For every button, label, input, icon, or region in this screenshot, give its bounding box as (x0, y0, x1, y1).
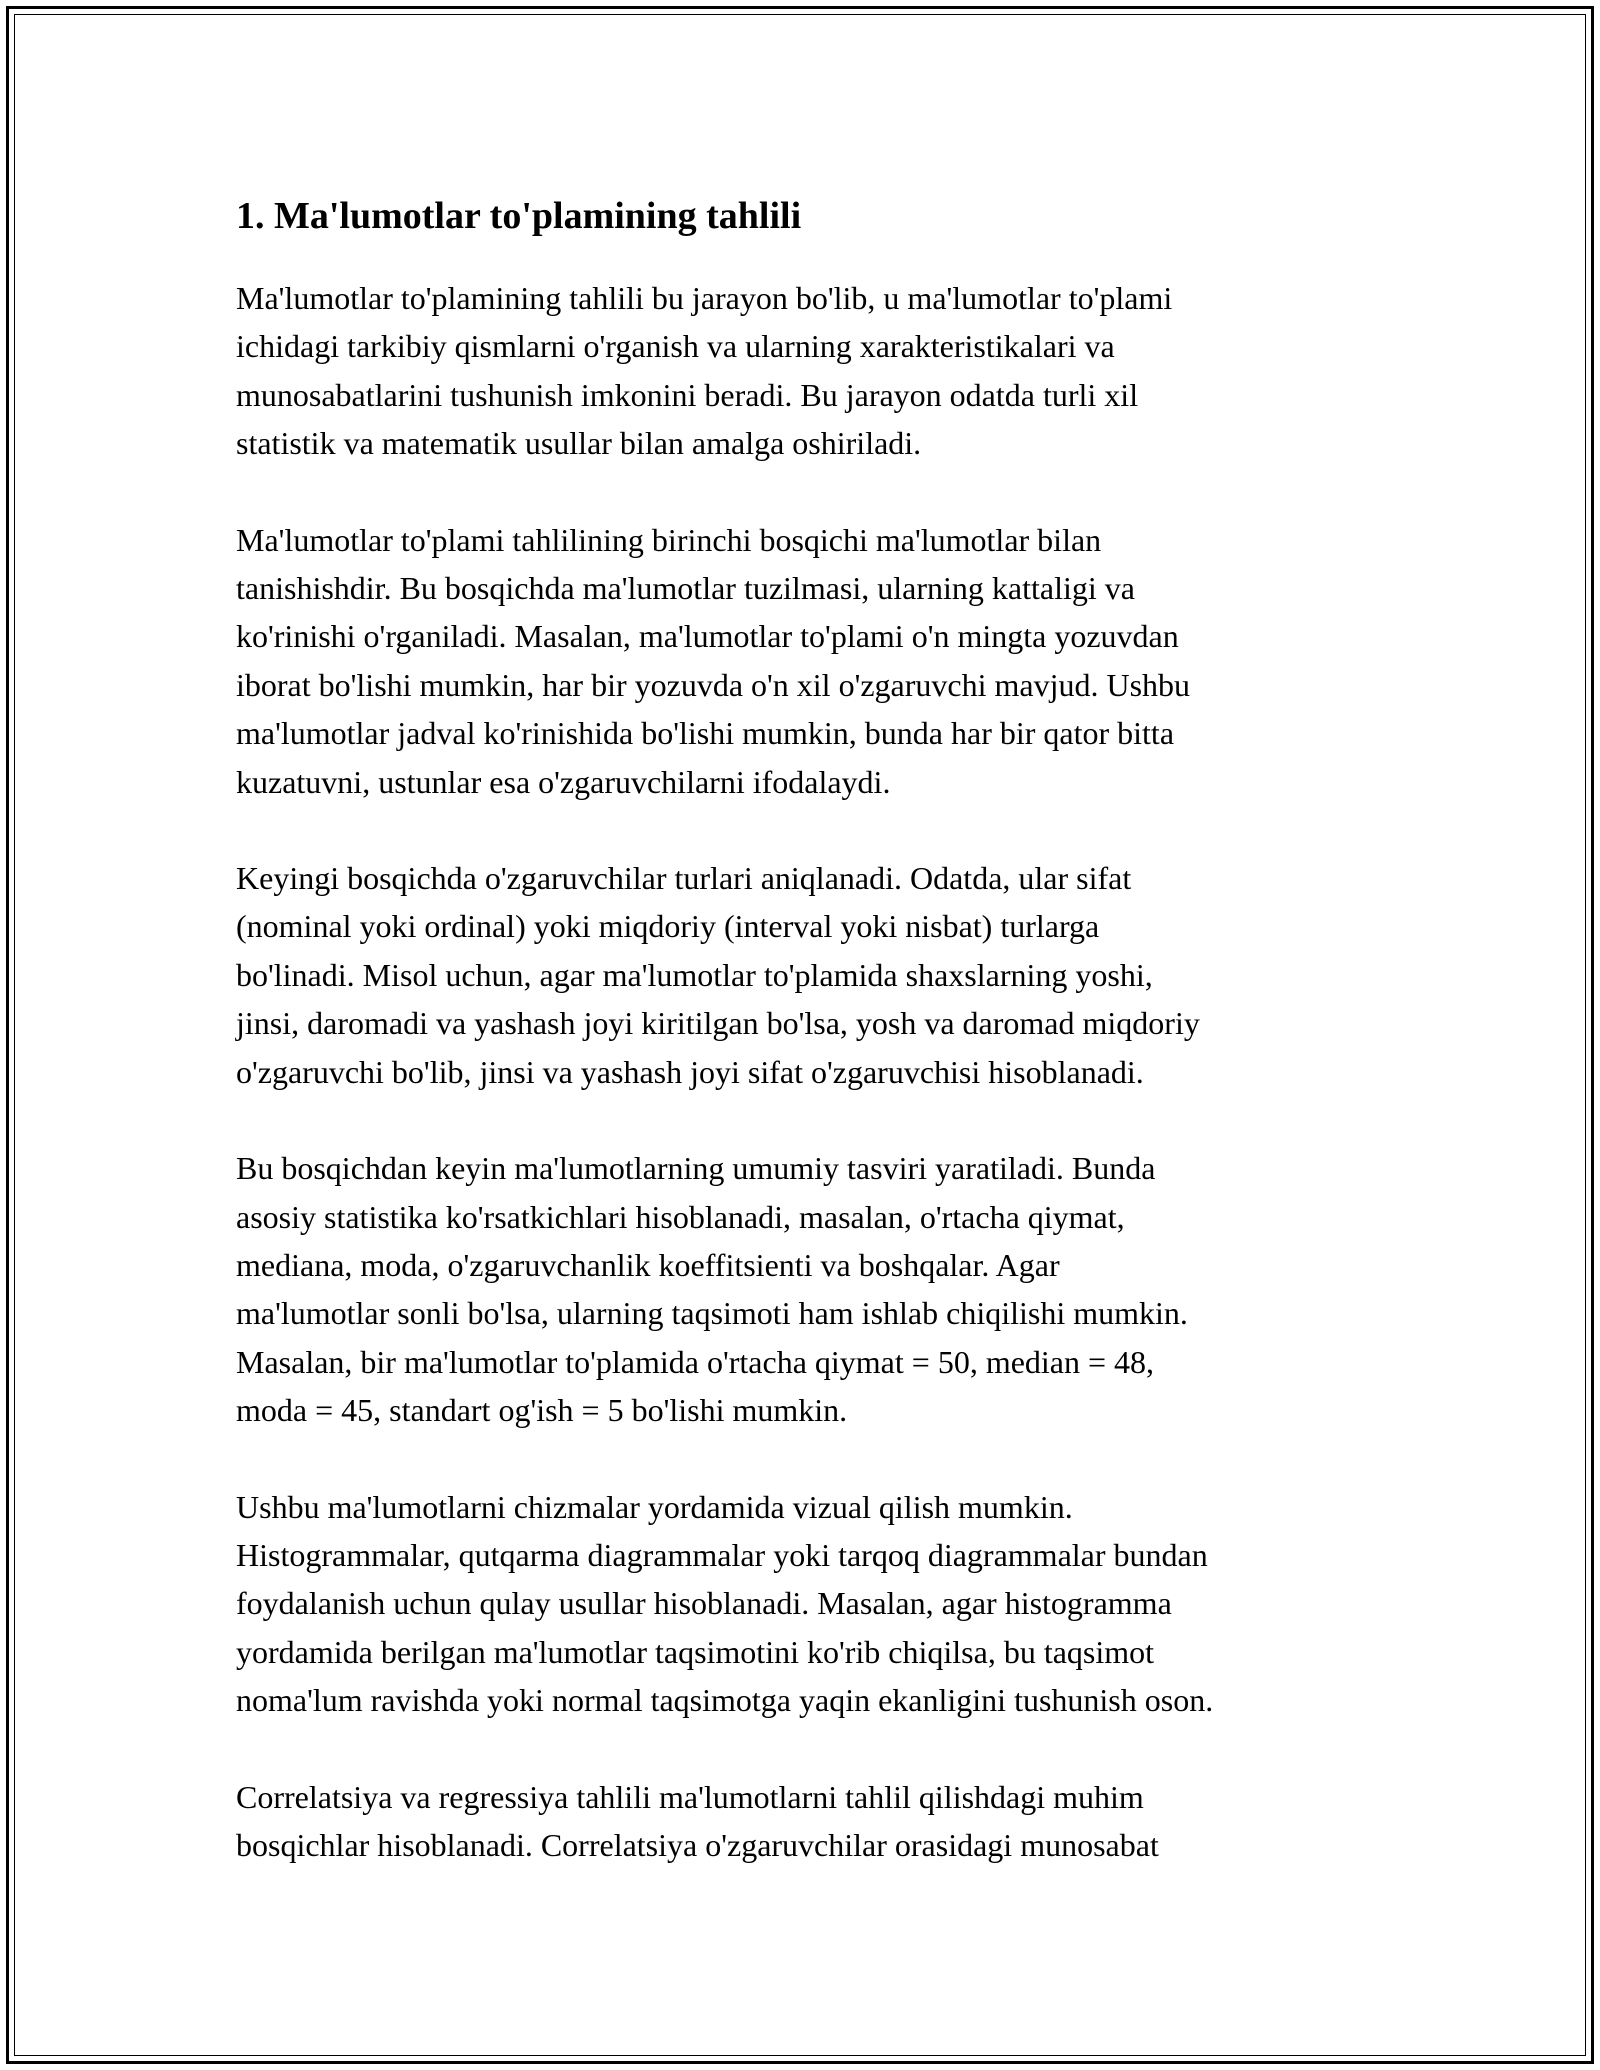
paragraph-line: Keyingi bosqichda o'zgaruvchilar turlari aniqlanadi. Odatda, ular sifat (236, 860, 1132, 897)
paragraph-line: Ma'lumotlar to'plami tahlilining birinchi bosqichi ma'lumotlar bilan (236, 521, 1102, 558)
paragraph-line: ichidagi tarkibiy qismlarni o'rganish va ularning xarakteristikalari va (236, 328, 1115, 365)
paragraph-line: foydalanish uchun qulay usullar hisoblanadi. Masalan, agar histogramma (236, 1585, 1172, 1622)
paragraph-2 (236, 516, 1376, 806)
paragraph-line: o'zgaruvchi bo'lib, jinsi va yashash joyi sifat o'zgaruvchisi hisoblanadi. (236, 1053, 1144, 1090)
paragraph-line: noma'lum ravishda yoki normal taqsimotga yaqin ekanligini tushunish oson. (236, 1682, 1214, 1719)
paragraph-line: munosabatlarini tushunish imkonini beradi. Bu jarayon odatda turli xil (236, 376, 1139, 413)
paragraph-6 (236, 1773, 1376, 1870)
paragraph-line: statistik va matematik usullar bilan amalga oshiriladi. (236, 425, 922, 462)
paragraph-line: Correlatsiya va regressiya tahlili ma'lumotlarni tahlil qilishdagi muhim (236, 1778, 1144, 1815)
paragraph-line: iborat bo'lishi mumkin, har bir yozuvda o'n xil o'zgaruvchi mavjud. Ushbu (236, 666, 1191, 703)
paragraph-line: Bu bosqichdan keyin ma'lumotlarning umumiy tasviri yaratiladi. Bunda (236, 1150, 1156, 1187)
document-body (236, 188, 1376, 1917)
paragraph-line: yordamida berilgan ma'lumotlar taqsimotini ko'rib chiqilsa, bu taqsimot (236, 1633, 1155, 1670)
paragraph-line: tanishishdir. Bu bosqichda ma'lumotlar tuzilmasi, ularning kattaligi va (236, 570, 1135, 607)
paragraph-line: bo'linadi. Misol uchun, agar ma'lumotlar to'plamida shaxslarning yoshi, (236, 956, 1153, 993)
paragraph-line: mediana, moda, o'zgaruvchanlik koeffitsienti va boshqalar. Agar (236, 1246, 1060, 1283)
paragraph-line: ma'lumotlar sonli bo'lsa, ularning taqsimoti ham ishlab chiqilishi mumkin. (236, 1295, 1188, 1332)
paragraph-line: Ushbu ma'lumotlarni chizmalar yordamida vizual qilish mumkin. (236, 1488, 1073, 1525)
section-heading: 1. Ma'lumotlar to'plamining tahlili (236, 195, 802, 237)
paragraph-4 (236, 1144, 1376, 1434)
paragraph-line: ko'rinishi o'rganiladi. Masalan, ma'lumotlar to'plami o'n mingta yozuvdan (236, 618, 1179, 655)
paragraph-line: bosqichlar hisoblanadi. Correlatsiya o'zgaruvchilar orasidagi munosabat (236, 1826, 1159, 1863)
paragraph-line: kuzatuvni, ustunlar esa o'zgaruvchilarni ifodalaydi. (236, 763, 891, 800)
paragraph-line: asosiy statistika ko'rsatkichlari hisoblanadi, masalan, o'rtacha qiymat, (236, 1198, 1125, 1235)
paragraph-line: Histogrammalar, qutqarma diagrammalar yoki tarqoq diagrammalar bundan (236, 1536, 1208, 1573)
paragraph-5 (236, 1483, 1376, 1725)
paragraph-1 (236, 274, 1376, 468)
paragraph-line: jinsi, daromadi va yashash joyi kiritilgan bo'lsa, yosh va daromad miqdoriy (236, 1005, 1200, 1042)
paragraph-3 (236, 854, 1376, 1096)
paragraph-line: Ma'lumotlar to'plamining tahlili bu jarayon bo'lib, u ma'lumotlar to'plami (236, 280, 1173, 316)
paragraph-line: moda = 45, standart og'ish = 5 bo'lishi mumkin. (236, 1392, 848, 1429)
paragraph-line: ma'lumotlar jadval ko'rinishida bo'lishi mumkin, bunda har bir qator bitta (236, 715, 1175, 752)
paragraph-line: Masalan, bir ma'lumotlar to'plamida o'rtacha qiymat = 50, median = 48, (236, 1343, 1155, 1380)
paragraph-line: (nominal yoki ordinal) yoki miqdoriy (interval yoki nisbat) turlarga (236, 908, 1100, 945)
